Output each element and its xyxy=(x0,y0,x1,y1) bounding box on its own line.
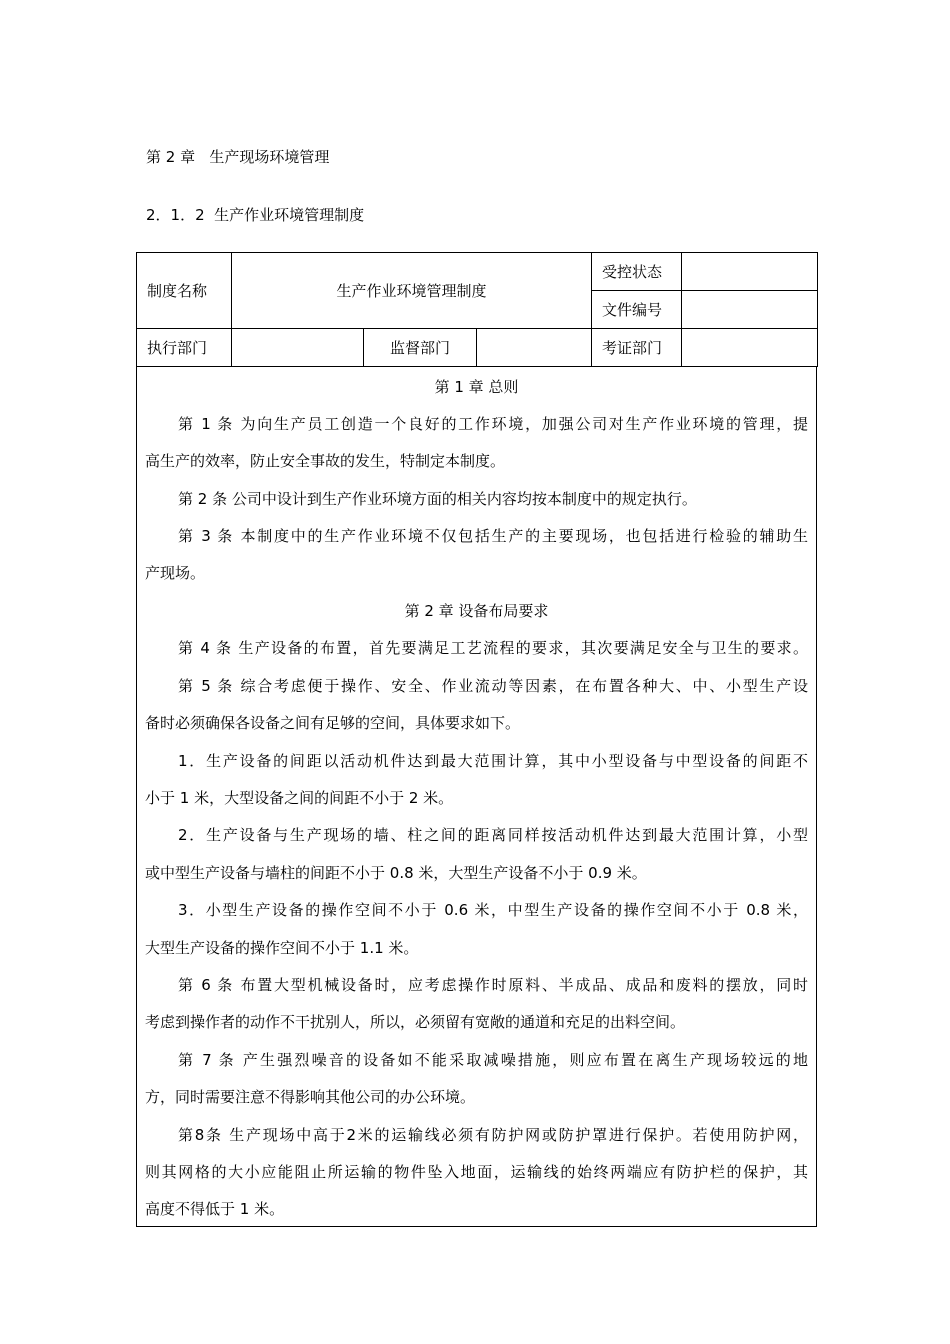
control-status-value xyxy=(682,253,818,291)
cert-dept-value xyxy=(682,329,818,367)
article-8-line-2: 则其网格的大小应能阻止所运输的物件坠入地面，运输线的始终两端应有防护栏的保护，其 xyxy=(145,1163,808,1181)
article-7-line-2: 方，同时需要注意不得影响其他公司的办公环境。 xyxy=(145,1088,476,1106)
cert-dept-label: 考证部门 xyxy=(592,329,682,367)
article-5-line-2: 备时必须确保各设备之间有足够的空间，具体要求如下。 xyxy=(145,714,521,732)
article-4-line-1: 第 4 条 生产设备的布置，首先要满足工艺流程的要求，其次要满足安全与卫生的要求。 xyxy=(178,639,808,657)
name-value: 生产作业环境管理制度 xyxy=(232,253,592,329)
name-label: 制度名称 xyxy=(137,253,232,329)
article-7-line-1: 第 7 条 产生强烈噪音的设备如不能采取减噪措施，则应布置在离生产现场较远的地 xyxy=(178,1051,808,1069)
article-6-line-1: 第 6 条 布置大型机械设备时，应考虑操作时原料、半成品、成品和废料的摆放，同时 xyxy=(178,976,808,994)
file-number-value xyxy=(682,291,818,329)
file-number-label: 文件编号 xyxy=(592,291,682,329)
article-1-line-1: 第 1 条 为向生产员工创造一个良好的工作环境，加强公司对生产作业环境的管理，提 xyxy=(178,415,808,433)
article-3-line-2: 产现场。 xyxy=(145,564,206,582)
article-5-line-1: 第 5 条 综合考虑便于操作、安全、作业流动等因素，在布置各种大、中、小型生产设 xyxy=(178,677,808,695)
article-8-line-3: 高度不得低于 1 米。 xyxy=(145,1200,285,1218)
supervise-dept-value xyxy=(477,329,592,367)
article-3-line-1: 第 3 条 本制度中的生产作业环境不仅包括生产的主要现场，也包括进行检验的辅助生 xyxy=(178,527,808,545)
item-1-line-1: 1．生产设备的间距以活动机件达到最大范围计算，其中小型设备与中型设备的间距不 xyxy=(178,752,808,770)
item-2-line-2: 或中型生产设备与墙柱的间距不小于 0.8 米，大型生产设备不小于 0.9 米。 xyxy=(145,864,647,882)
control-status-label: 受控状态 xyxy=(592,253,682,291)
article-6-line-2: 考虑到操作者的动作不干扰别人，所以，必须留有宽敞的通道和充足的出料空间。 xyxy=(145,1013,686,1031)
exec-dept-label: 执行部门 xyxy=(137,329,232,367)
chapter-heading: 第 2 章 生产现场环境管理 xyxy=(146,148,330,166)
item-3-line-2: 大型生产设备的操作空间不小于 1.1 米。 xyxy=(145,939,419,957)
item-2-line-1: 2．生产设备与生产现场的墙、柱之间的距离同样按活动机件达到最大范围计算，小型 xyxy=(178,826,808,844)
section-heading: 2．1．2 生产作业环境管理制度 xyxy=(146,206,365,224)
item-3-line-1: 3．小型生产设备的操作空间不小于 0.6 米，中型生产设备的操作空间不小于 0.8 米， xyxy=(178,901,808,919)
regulation-info-table xyxy=(136,252,818,367)
supervise-dept-label: 监督部门 xyxy=(364,329,477,367)
article-1-line-2: 高生产的效率，防止安全事故的发生，特制定本制度。 xyxy=(145,452,506,470)
regulation-body xyxy=(136,366,817,1227)
chapter-1-title: 第 1 章 总则 xyxy=(434,378,519,396)
article-8-line-1: 第8条 生产现场中高于2米的运输线必须有防护网或防护罩进行保护。若使用防护网， xyxy=(178,1126,808,1144)
article-2-line-1: 第 2 条 公司中设计到生产作业环境方面的相关内容均按本制度中的规定执行。 xyxy=(178,490,697,508)
exec-dept-value xyxy=(232,329,364,367)
item-1-line-2: 小于 1 米，大型设备之间的间距不小于 2 米。 xyxy=(145,789,454,807)
chapter-2-title: 第 2 章 设备布局要求 xyxy=(404,602,549,620)
